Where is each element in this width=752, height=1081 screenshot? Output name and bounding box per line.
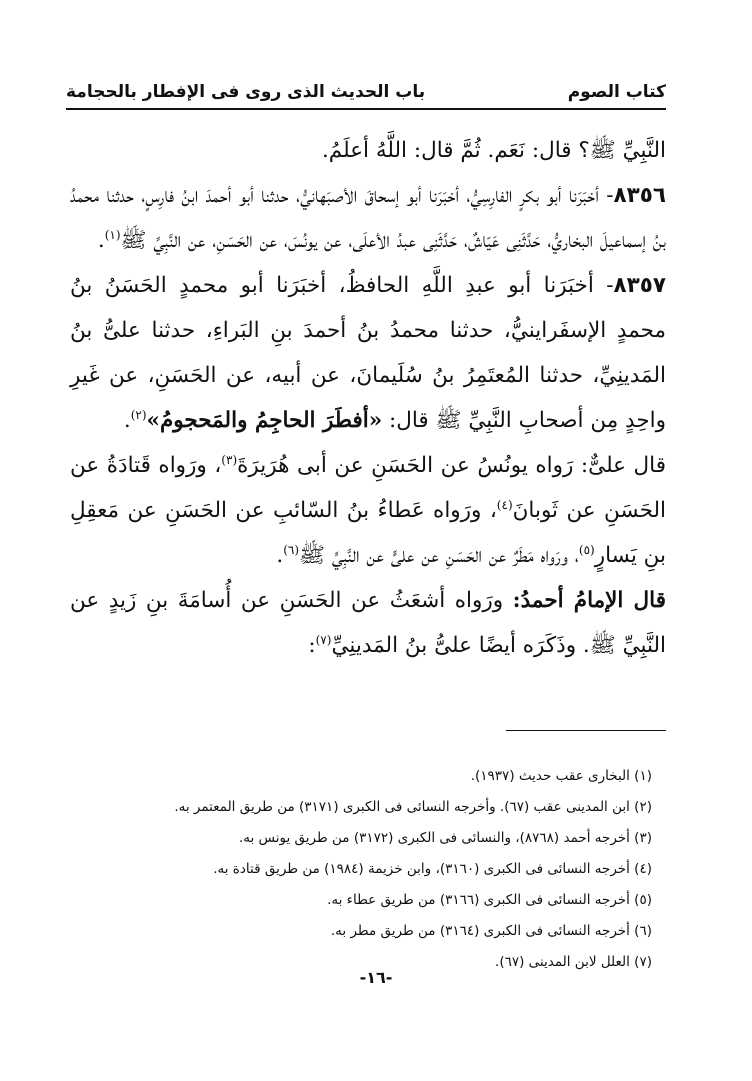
paragraph-continuation <box>70 128 666 173</box>
commentary-text: قال علىٌّ: رَواه يونُسُ عن الحَسَنِ عن أبى هُرَيرَةَ <box>237 453 666 478</box>
commentary-text: ، ورَواه قَتادَةُ عن الحَسَنِ عن ثَوبانَ <box>70 453 666 523</box>
footnote-ref[interactable]: (٦) <box>283 542 300 557</box>
footnote-ref[interactable]: (٤) <box>496 497 513 512</box>
running-header <box>66 72 666 102</box>
footnote-divider <box>506 730 666 731</box>
commentary-text: ورَواه أشعَثُ عن الحَسَنِ عن أُسامَةَ بنِ زَيدٍ عن النَّبِيِّ ﷺ. وذَكَرَه أيضًا علىُّ بنُ المَدينِيِّ <box>70 588 666 658</box>
commentary-end: : <box>308 633 316 658</box>
continuation-text: النَّبِيِّ ﷺ؟ قال: نَعَم. ثُمَّ قال: اللَّهُ أعلَمُ. <box>321 138 666 163</box>
footnote-ref[interactable]: (٣) <box>221 452 238 467</box>
commentary-end: . <box>276 543 284 568</box>
footnote-3: (٣) أخرجه أحمد (٨٧٦٨)، والنسائى فى الكبرى (٣١٧٢) من طريق يونس به. <box>238 830 652 846</box>
chapter-title: باب الحديث الذى روى فى الإفطار بالحجامة <box>66 82 426 102</box>
book-title: كتاب الصوم <box>567 82 666 102</box>
commentary-ali <box>70 443 666 578</box>
commentary-text: ، ورَواه عَطاءُ بنُ السّائبِ عن الحَسَنِ عن مَعقِلِ بنِ يَسارٍ <box>70 498 666 568</box>
hadith-8357 <box>70 263 666 443</box>
hadith-text: - أخبَرَنا أبو عبدِ اللَّهِ الحافظُ، أخبَرَنا أبو محمدٍ الحَسَنُ بنُ محمدٍ الإسفَراينيُّ، حدثنا محمدُ بنُ أحمدَ بنِ البَراءِ، حدثنا علىُّ بنُ المَدينِيِّ، حدثنا المُعتَمِرُ بنُ سُلَيمانَ، عن أبيه، عن الحَسَنِ، عن غَيرِ واحِدٍ مِن أصحابِ النَّبِيِّ ﷺ قال: <box>70 273 666 433</box>
hadith-number: ٨٣٥٦ <box>613 183 666 208</box>
footnote-ref[interactable]: (٥) <box>578 542 595 557</box>
footnote-5: (٥) أخرجه النسائى فى الكبرى (٣١٦٦) من طريق عطاء به. <box>327 892 652 908</box>
footnote-ref[interactable]: (٧) <box>315 632 332 647</box>
footnote-ref[interactable]: (١) <box>104 227 121 242</box>
footnote-7: (٧) العلل لابن المدينى (٦٧). <box>495 954 652 970</box>
hadith-text: - أخبَرَنا أبو بكرٍ الفارِسِيُّ، أخبَرَنا أبو إسحاقَ الأصبَهانيُّ، حدثنا أبو أحمدَ ابنُ فارِسٍ، حدثنا محمدُ بنُ إسماعيلَ البخاريُّ، حَدَّثَنِى عَيّاشٌ، حَدَّثَنِى عبدُ الأعلَى، عن يونُسَ، عن الحَسَنِ، عن النَّبِيِّ ﷺ <box>70 183 666 253</box>
main-text <box>70 128 666 668</box>
hadith-quote: «أفطَرَ الحاجِمُ والمَحجومُ» <box>146 408 383 433</box>
hadith-8356 <box>70 173 666 263</box>
commentary-imam-ahmad <box>70 578 666 668</box>
page-number: -١٦- <box>359 968 393 987</box>
header-divider <box>66 108 666 110</box>
imam-ahmad-label: قال الإمامُ أحمدُ: <box>512 588 666 613</box>
footnotes <box>100 761 652 978</box>
commentary-text: ، ورَواه مَطَرٌ عن الحَسَنِ عن علىٍّ عن النَّبِيِّ ﷺ <box>299 543 579 568</box>
footnote-1: (١) البخارى عقب حديث (١٩٣٧). <box>470 768 652 784</box>
footnote-2: (٢) ابن المدينى عقب (٦٧). وأخرجه النسائى فى الكبرى (٣١٧١) من طريق المعتمر به. <box>174 799 652 815</box>
footnote-ref[interactable]: (٢) <box>130 407 147 422</box>
footnote-6: (٦) أخرجه النسائى فى الكبرى (٣١٦٤) من طريق مطر به. <box>330 923 652 939</box>
hadith-end: . <box>123 408 131 433</box>
hadith-end: . <box>97 228 105 253</box>
footnote-4: (٤) أخرجه النسائى فى الكبرى (٣١٦٠)، وابن خزيمة (١٩٨٤) من طريق قتادة به. <box>213 861 652 877</box>
hadith-number: ٨٣٥٧ <box>613 273 666 298</box>
